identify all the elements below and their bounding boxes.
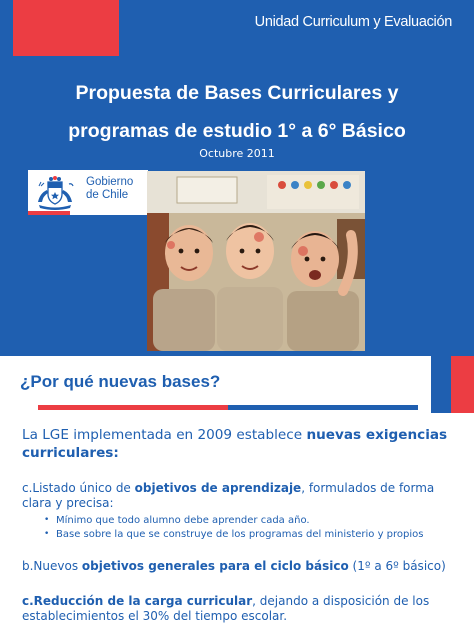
section-heading: ¿Por qué nuevas bases? <box>20 372 221 391</box>
list-item-learning-objectives <box>22 481 462 511</box>
item-b-prefix: b.Nuevos <box>22 559 82 573</box>
item-c2-rest: , dejando a disposición de los establecimientos el 30% del tiempo escolar. <box>22 594 430 623</box>
item-c1-prefix: c.Listado único de <box>22 481 135 495</box>
heading-divider <box>38 405 418 410</box>
item-b-rest: (1º a 6º básico) <box>348 559 446 573</box>
logo-red-strip <box>28 211 70 215</box>
logo-text <box>86 176 133 202</box>
unit-label: Unidad Curriculum y Evaluación <box>254 14 452 30</box>
intro-emphasis: nuevas exigencias curriculares: <box>22 427 448 461</box>
list-item-curricular-load <box>22 594 462 624</box>
presentation-title <box>0 74 474 150</box>
item-c1-rest: , formulados de forma clara y precisa: <box>22 481 435 510</box>
list-item-general-objectives <box>22 559 462 574</box>
item-b-emphasis: objetivos generales para el ciclo básico <box>81 559 349 573</box>
flag-blue-stripe <box>431 356 451 413</box>
gobierno-de-chile-logo <box>28 170 148 215</box>
title-line-2: programas de estudio 1° a 6° Básico <box>68 120 406 142</box>
item-c1-emphasis: objetivos de aprendizaje <box>134 481 302 495</box>
intro-text: La LGE implementada en 2009 establece <box>22 427 307 443</box>
bullet-item-2: • Base sobre la que se construye de los programas del ministerio y propios <box>44 528 464 542</box>
bullet-item-1: • Mínimo que todo alumno debe aprender cada año. <box>44 514 464 528</box>
chile-coat-of-arms-icon <box>33 174 77 210</box>
children-photo <box>147 171 365 351</box>
presentation-date: Octubre 2011 <box>199 147 275 160</box>
intro-paragraph <box>22 426 462 462</box>
logo-line-2: de Chile <box>86 189 129 201</box>
content-slide <box>0 356 474 632</box>
item-c2-emphasis: c.Reducción de la carga curricular <box>22 594 253 608</box>
title-line-1: Propuesta de Bases Curriculares y <box>75 82 399 104</box>
corner-flag-decoration <box>431 356 474 413</box>
logo-line-1: Gobierno <box>86 176 134 188</box>
red-accent-bar <box>13 0 119 56</box>
flag-red-stripe <box>451 356 474 413</box>
bullet-list <box>44 514 464 542</box>
